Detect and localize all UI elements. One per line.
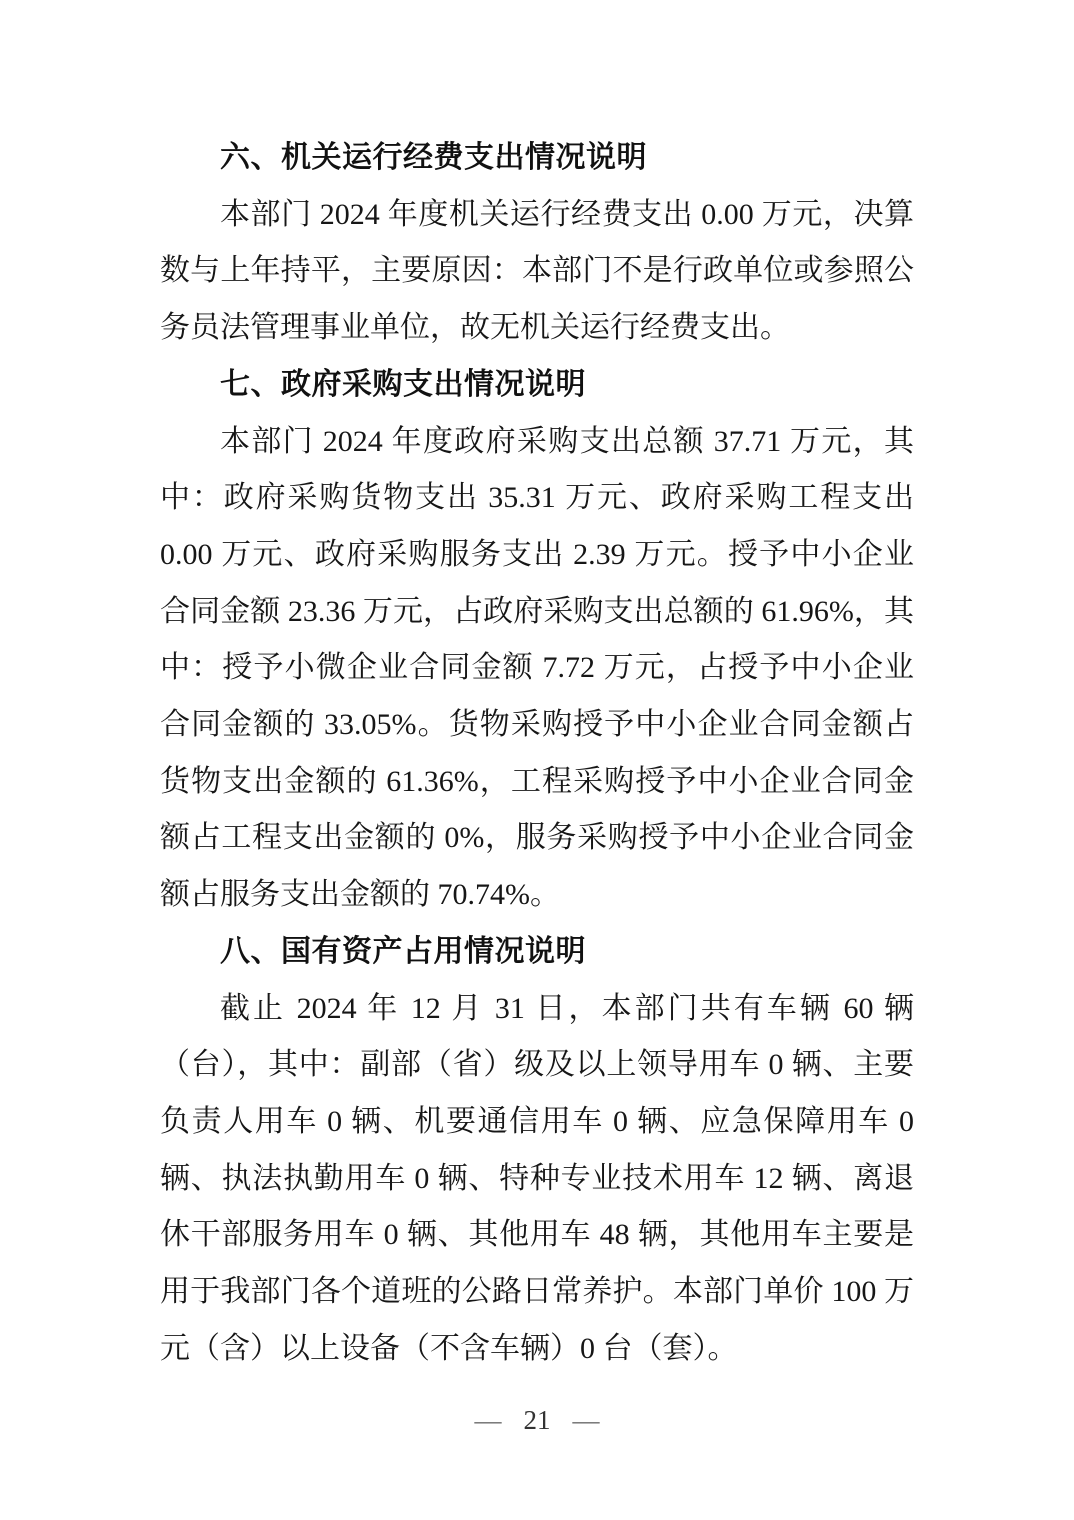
page-footer	[160, 1403, 914, 1437]
section-heading-agency-operating-expenses: 六、机关运行经费支出情况说明	[220, 141, 647, 174]
page-number: 21	[523, 1405, 551, 1436]
section-government-procurement	[160, 357, 914, 924]
footer-right-dash: —	[572, 1405, 600, 1436]
section-state-owned-assets	[160, 924, 914, 1378]
section-heading-government-procurement: 七、政府采购支出情况说明	[220, 367, 586, 401]
section-agency-operating-expenses	[160, 130, 914, 357]
section-paragraph-state-owned-assets: 截止 2024 年 12 月 31 日，本部门共有车辆 60 辆（台），其中：副部（省）级及以上领导用车 0 辆、主要负责人用车 0 辆、机要通信用车 0 辆、应急保障用车 0 辆、执法执勤用车 0 辆、特种专业技术用车 12 辆、离退休干部服务用车 0 辆、其他用车 48 辆，其他用车主要是用于我部门各个道班的公路日常养护。本部门单价 100 万元（含）以上设备（不含车辆）0 台（套）。	[160, 991, 914, 1365]
footer-left-dash: —	[474, 1405, 502, 1436]
section-heading-state-owned-assets: 八、国有资产占用情况说明	[220, 934, 586, 968]
section-paragraph-government-procurement: 本部门 2024 年度政府采购支出总额 37.71 万元，其中：政府采购货物支出 35.31 万元、政府采购工程支出 0.00 万元、政府采购服务支出 2.39 万元。授予中小企业合同金额 23.36 万元，占政府采购支出总额的 61.96%，其中：授予小微企业合同金额 7.72 万元，占授予中小企业合同金额的 33.05%。货物采购授予中小企业合同金额占货物支出金额的 61.36%，工程采购授予中小企业合同金额占工程支出金额的 0%，服务采购授予中小企业合同金额占服务支出金额的 70.74%。	[160, 424, 914, 912]
section-paragraph-agency-operating-expenses: 本部门 2024 年度机关运行经费支出 0.00 万元，决算数与上年持平，主要原因：本部门不是行政单位或参照公务员法管理事业单位，故无机关运行经费支出。	[160, 197, 914, 345]
